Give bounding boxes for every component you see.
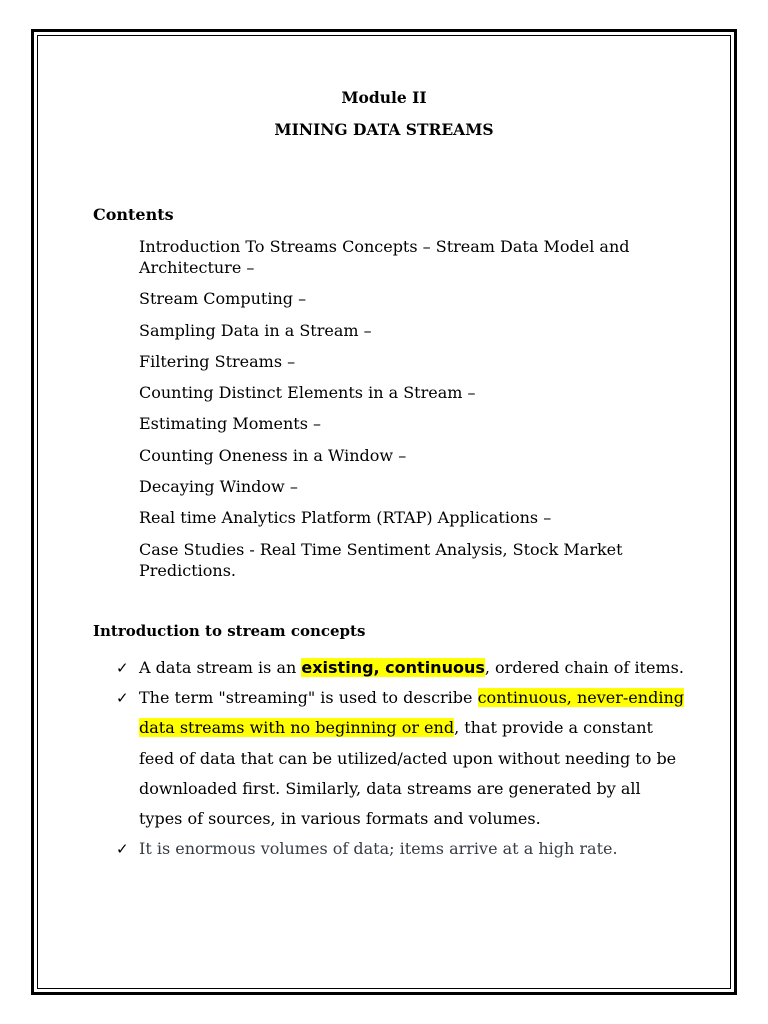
intro-heading: Introduction to stream concepts xyxy=(93,622,366,640)
contents-list xyxy=(139,236,699,591)
checkmark-icon: ✓ xyxy=(116,840,129,859)
checkmark-icon: ✓ xyxy=(116,689,129,708)
contents-item: Counting Oneness in a Window – xyxy=(139,445,407,465)
intro-bullet-list xyxy=(115,653,685,864)
bullet-item xyxy=(115,834,685,864)
contents-item: Real time Analytics Platform (RTAP) Applications – xyxy=(139,508,552,528)
bullet-text: The term "streaming" is used to describe xyxy=(139,688,478,708)
contents-item: Sampling Data in a Stream – xyxy=(139,320,372,340)
contents-item: Decaying Window – xyxy=(139,477,298,497)
bullet-text: , ordered chain of items. xyxy=(484,658,684,677)
bullet-item xyxy=(115,653,685,683)
bullet-text: It is enormous volumes of data; items arrive at a high rate. xyxy=(139,839,618,859)
contents-item: Filtering Streams – xyxy=(139,351,296,371)
bullet-item xyxy=(115,683,685,834)
bullet-text: A data stream is an xyxy=(139,658,302,677)
bullet-text: , that provide a constant feed of data that can be utilized/acted upon without needing to be downloaded first. Similarly, data streams are generated by all types of sources, in various formats and volumes. xyxy=(139,718,677,829)
contents-item: Case Studies - Real Time Sentiment Analysis, Stock Market Predictions. xyxy=(139,539,623,580)
contents-item: Stream Computing – xyxy=(139,289,307,309)
checkmark-icon: ✓ xyxy=(116,659,129,677)
contents-item: Introduction To Streams Concepts – Stream Data Model and Architecture – xyxy=(139,237,630,277)
highlighted-text: existing, continuous xyxy=(301,658,485,677)
contents-item: Counting Distinct Elements in a Stream – xyxy=(139,383,476,403)
contents-heading: Contents xyxy=(93,205,174,224)
module-label: Module II xyxy=(341,88,427,107)
contents-item: Estimating Moments – xyxy=(139,414,322,434)
highlighted-text: continuous, never-ending data streams with no beginning or end xyxy=(139,688,684,738)
page-title: MINING DATA STREAMS xyxy=(274,120,494,139)
